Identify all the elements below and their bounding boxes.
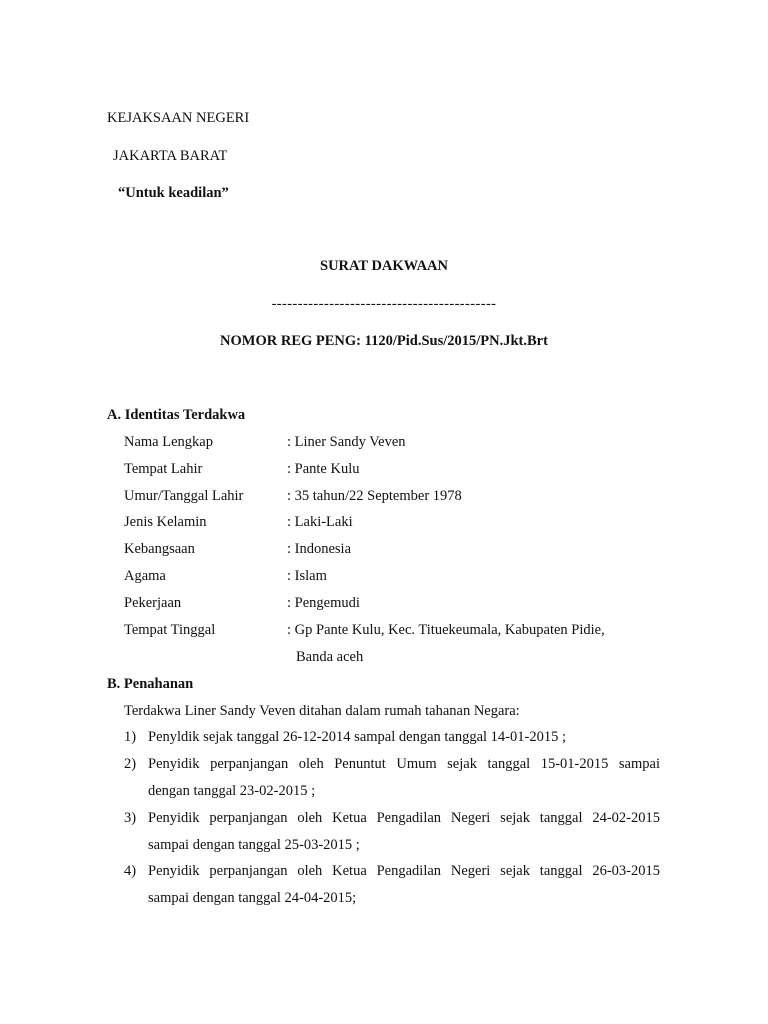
identity-label: Tempat Lahir	[124, 461, 203, 477]
identity-value: : 35 tahun/22 September 1978	[287, 488, 462, 504]
list-item-text: Penyidik perpanjangan oleh Ketua Pengadilan Negeri sejak tanggal 26-03-2015	[148, 863, 660, 879]
list-item-text: Penyldik sejak tanggal 26-12-2014 sampal dengan tanggal 14-01-2015 ;	[148, 729, 566, 745]
identity-value: : Laki-Laki	[287, 514, 353, 530]
identity-value: : Indonesia	[287, 541, 352, 557]
org-name-line2: JAKARTA BARAT	[113, 148, 228, 164]
motto: “Untuk keadilan”	[118, 185, 229, 201]
list-item-text: Penyidik perpanjangan oleh Ketua Pengadilan Negeri sejak tanggal 24-02-2015	[148, 810, 660, 826]
list-item-number: 2)	[124, 756, 137, 772]
list-item-text: dengan tanggal 23-02-2015 ;	[148, 783, 316, 799]
identity-label: Nama Lengkap	[124, 434, 213, 450]
identity-label: Jenis Kelamin	[124, 514, 207, 530]
list-item-text: sampai dengan tanggal 25-03-2015 ;	[148, 837, 360, 853]
identity-label: Tempat Tinggal	[124, 622, 216, 638]
identity-value: : Islam	[287, 568, 327, 584]
document-title: SURAT DAKWAAN	[320, 258, 448, 274]
identity-label: Kebangsaan	[124, 541, 195, 557]
address-continuation: Banda aceh	[296, 649, 364, 665]
identity-value: : Pante Kulu	[287, 461, 360, 477]
identity-value: : Liner Sandy Veven	[287, 434, 406, 450]
list-item-text: sampai dengan tanggal 24-04-2015;	[148, 890, 357, 906]
section-a-heading: A. Identitas Terdakwa	[107, 407, 246, 423]
section-b-heading: B. Penahanan	[107, 676, 194, 692]
title-divider: -------------------------------------------	[271, 296, 497, 312]
identity-value: : Gp Pante Kulu, Kec. Tituekeumala, Kabupaten Pidie,	[287, 622, 605, 638]
identity-label: Agama	[124, 568, 166, 584]
registration-number: NOMOR REG PENG: 1120/Pid.Sus/2015/PN.Jkt.Brt	[220, 333, 548, 349]
list-item-text: Penyidik perpanjangan oleh Penuntut Umum sejak tanggal 15-01-2015 sampai	[148, 756, 660, 772]
identity-value: : Pengemudi	[287, 595, 360, 611]
detention-intro: Terdakwa Liner Sandy Veven ditahan dalam rumah tahanan Negara:	[124, 703, 520, 719]
list-item-number: 1)	[124, 729, 137, 745]
identity-label: Umur/Tanggal Lahir	[124, 488, 244, 504]
list-item-number: 4)	[124, 863, 137, 879]
identity-label: Pekerjaan	[124, 595, 182, 611]
org-name-line1: KEJAKSAAN NEGERI	[107, 110, 250, 126]
list-item-number: 3)	[124, 810, 137, 826]
